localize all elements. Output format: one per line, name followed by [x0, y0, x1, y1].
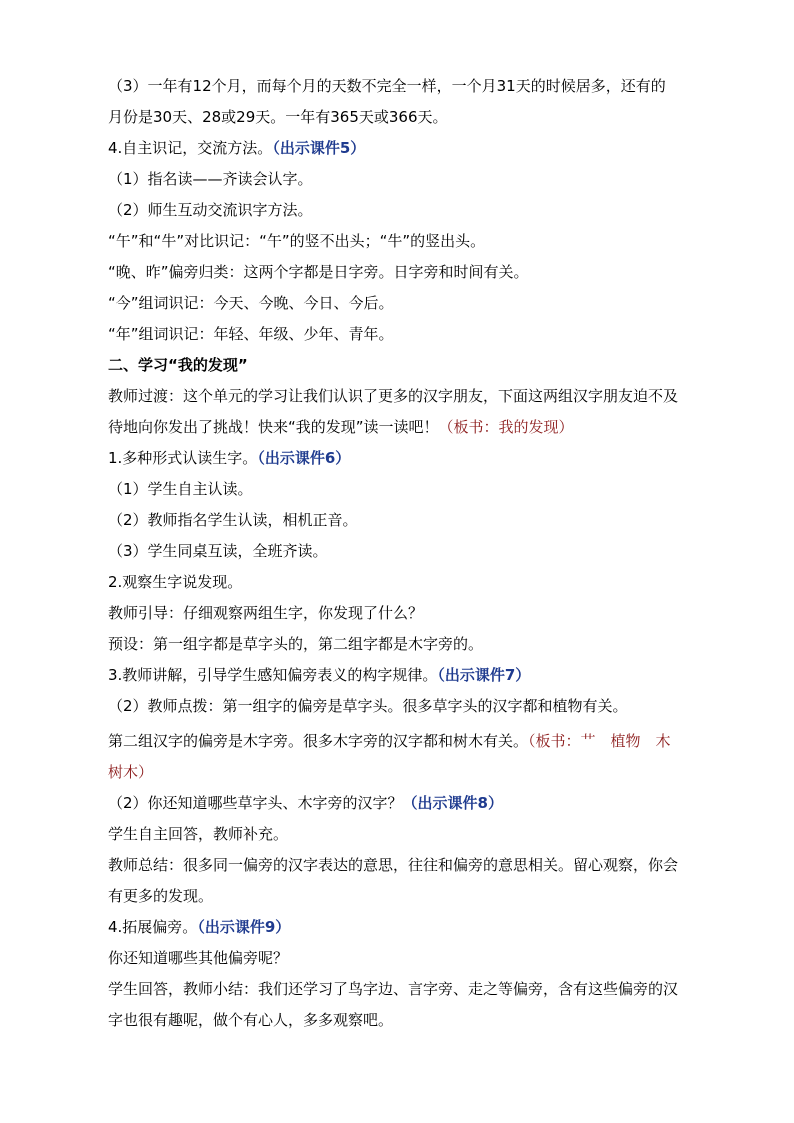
text-line: （2）师生互动交流识字方法。 — [108, 201, 313, 219]
board-note: 树木） — [108, 763, 154, 781]
text-line: （1）学生自主认读。 — [108, 480, 253, 498]
courseware-tag: （出示课件5） — [272, 139, 366, 157]
text-line: （1）指名读——齐读会认字。 — [108, 170, 313, 188]
text-line: 1.多种形式认读生字。（出示课件6） — [108, 449, 351, 467]
text-line: 月份是30天、28或29天。一年有365天或366天。 — [108, 108, 448, 126]
text-line — [108, 762, 153, 782]
courseware-tag: （出示课件6） — [257, 449, 351, 467]
text-line: 你还知道哪些其他偏旁呢？ — [108, 949, 289, 967]
text-line: 4.自主识记，交流方法。（出示课件5） — [108, 139, 366, 157]
courseware-tag: （出示课件9） — [197, 918, 291, 936]
board-note: （板书：艹 植物 木 — [528, 732, 671, 750]
text-line: （2）教师点拨：第一组字的偏旁是草字头。很多草字头的汉字都和植物有关。 — [108, 697, 628, 715]
section-heading: 二、学习“我的发现” — [108, 356, 248, 374]
text-line: 教师总结：很多同一偏旁的汉字表达的意思，往往和偏旁的意思相关。留心观察，你会 — [108, 856, 679, 874]
text-line: 2.观察生字说发现。 — [108, 573, 243, 591]
text-line: “午”和“牛”对比识记：“午”的竖不出头；“牛”的竖出头。 — [108, 232, 486, 250]
text-line: 第二组汉字的偏旁是木字旁。很多木字旁的汉字都和树木有关。（板书：艹 植物 木 — [108, 732, 671, 750]
text-line: 3.教师讲解，引导学生感知偏旁表义的构字规律。（出示课件7） — [108, 666, 531, 684]
text-line: “年”组词识记：年轻、年级、少年、青年。 — [108, 325, 394, 343]
text-line: 学生回答，教师小结：我们还学习了鸟字边、言字旁、走之等偏旁，含有这些偏旁的汉 — [108, 980, 679, 998]
text-line: “今”组词识记：今天、今晚、今日、今后。 — [108, 294, 394, 312]
text-line: 教师过渡：这个单元的学习让我们认识了更多的汉字朋友，下面这两组汉字朋友迫不及 — [108, 387, 679, 405]
text-line: 预设：第一组字都是草字头的，第二组字都是木字旁的。 — [108, 635, 484, 653]
text-line: （3）学生同桌互读，全班齐读。 — [108, 542, 328, 560]
text-line: 教师引导：仔细观察两组生字，你发现了什么？ — [108, 604, 424, 622]
text-line: 学生自主回答，教师补充。 — [108, 825, 289, 843]
text-line: （2）教师指名学生认读，相机正音。 — [108, 511, 358, 529]
courseware-tag: （出示课件7） — [437, 666, 531, 684]
courseware-tag: （出示课件8） — [402, 794, 503, 812]
text-line: 待地向你发出了挑战！快来“我的发现”读一读吧！（板书：我的发现） — [108, 418, 574, 436]
text-line: （2）你还知道哪些草字头、木字旁的汉字？（出示课件8） — [108, 794, 503, 812]
text-line: 有更多的发现。 — [108, 887, 214, 905]
text-line: 4.拓展偏旁。（出示课件9） — [108, 918, 291, 936]
text-line: “晚、昨”偏旁归类：这两个字都是日字旁。日字旁和时间有关。 — [108, 263, 529, 281]
text-line: （3）一年有12个月，而每个月的天数不完全一样，一个月31天的时候居多，还有的 — [108, 77, 666, 95]
text-line: 字也很有趣呢，做个有心人，多多观察吧。 — [108, 1011, 394, 1029]
board-note: （板书：我的发现） — [438, 418, 574, 436]
